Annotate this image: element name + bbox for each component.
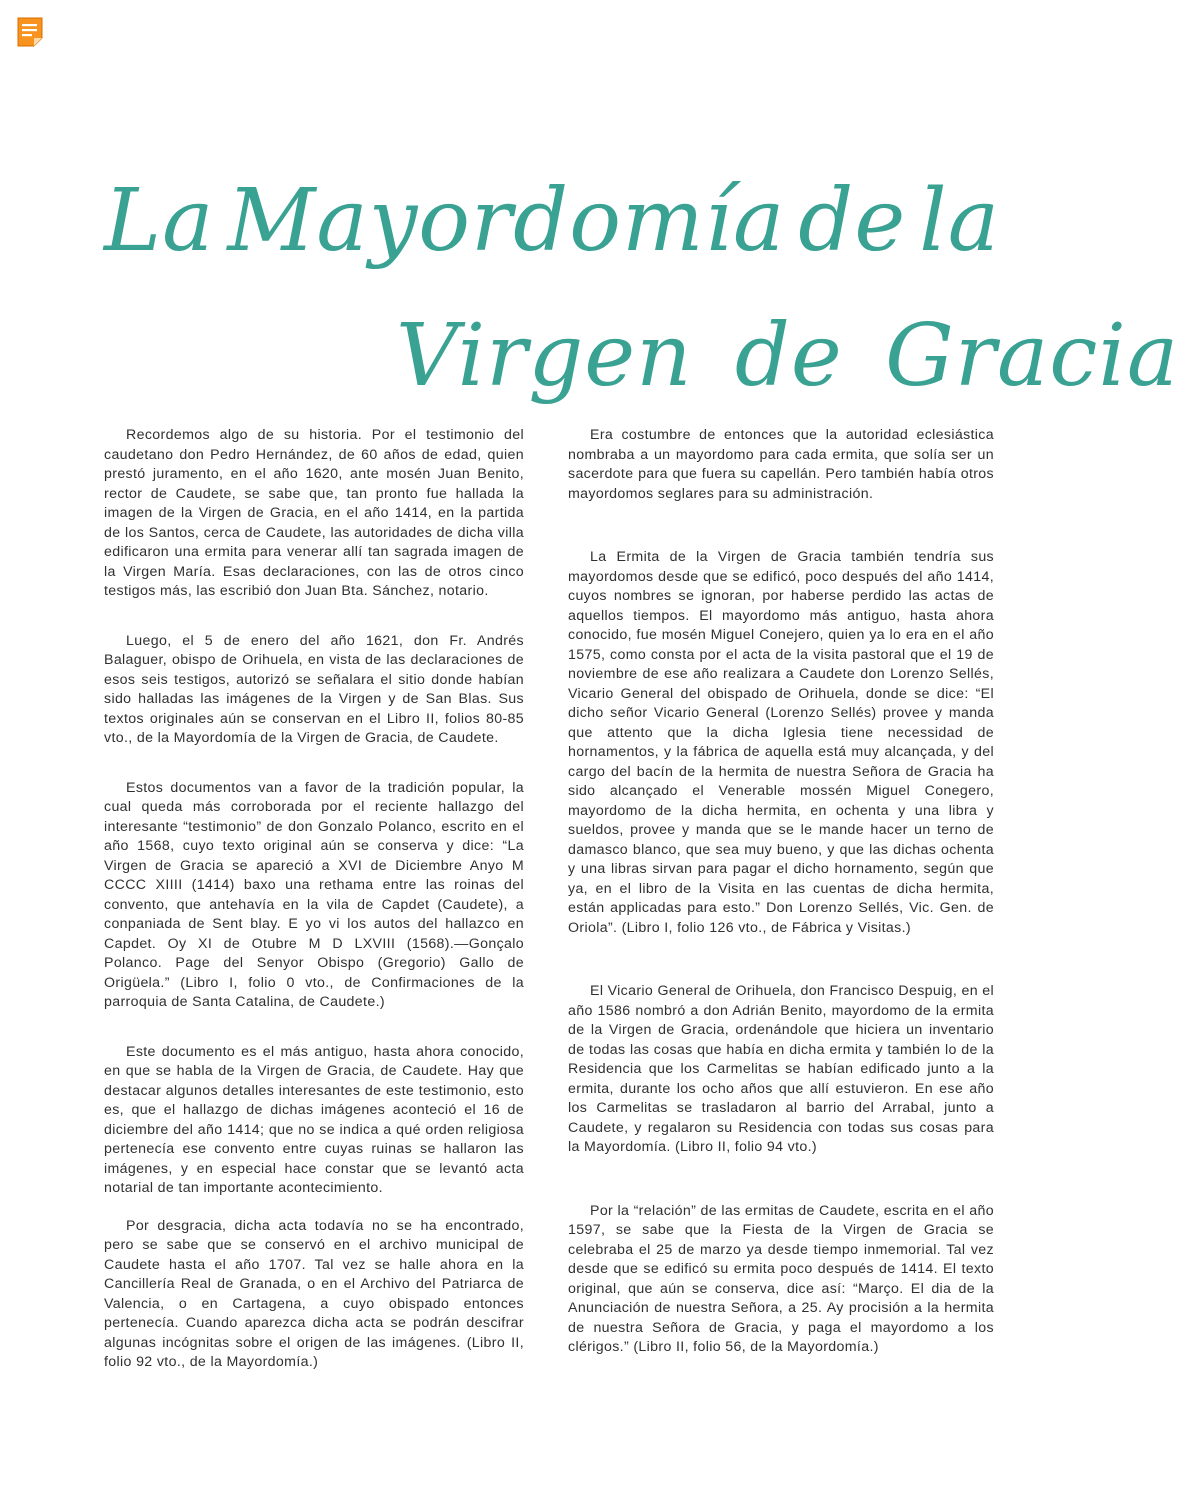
paragraph: Luego, el 5 de enero del año 1621, don Fr. Andrés Balaguer, obispo de Orihuela, en vista de las declaraciones de esos seis testigos, autorizó se señalara el sitio donde habían sido halladas las imágenes de la Virgen y de San Blas. Sus textos originales aún se conservan en el Libro II, folios 80-85 vto., de la Mayordomía de la Virgen de Gracia, de Caudete.: [104, 632, 524, 746]
paragraph: El Vicario General de Orihuela, don Francisco Despuig, en el año 1586 nombró a don Adrián Benito, mayordomo de la ermita de la Virgen de Gracia, ordenándole que hiciera un inventario de todas las cosas que había en dicha ermita y también lo de la Residencia que los Carmelitas se habían edificado junto a la ermita, durante los ocho años que allí estuvieron. En ese año los Carmelitas se trasladaron al barrio del Arrabal, junto a Caudete, y regalaron su Residencia con todas sus cosas para la Mayordomía. (Libro II, folio 94 vto.): [568, 983, 995, 1155]
title-word: de: [798, 170, 907, 271]
left-column: [104, 426, 524, 1373]
paragraph: Era costumbre de entonces que la autoridad eclesiástica nombraba a un mayordomo para cada ermita, que solía ser un sacerdote para que fuera su capellán. Pero también había otros mayordomos seglares para su administración.: [568, 427, 994, 502]
title-word: la: [919, 170, 1000, 271]
title-word: La: [104, 170, 215, 271]
paragraph: Por desgracia, dicha acta todavía no se ha encontrado, pero se sabe que se conservó en el archivo municipal de Caudete hasta el año 1707. Tal vez se halle ahora en la Cancillería Real de Granada, o en el Archivo del Patriarca de Valencia, o en Cartagena, a cuyo obispado entonces pertenecía. Cuando aparezca dicha acta se podrán descifrar algunas incógnitas sobre el origen de las imágenes. (Libro II, folio 92 vto., de la Mayordomía.): [104, 1217, 524, 1370]
page-title-line-2: Virgen de Gracia: [396, 305, 1179, 406]
paragraph: Estos documentos van a favor de la tradición popular, la cual queda más corroborada por el reciente hallazgo del interesante “testimonio” de don Gonzalo Polanco, escrito en el año 1568, cuyo texto original aún se conserva y dice: “La Virgen de Gracia se apareció a XVI de Diciembre Anyo M CCCC XIIII (1414) baxo una rethama entre las roinas del convento, que antehavía en la vila de Capdet (Caudete), a conpaniada de Sent blay. E yo vi los autos del hallazco en Capdet. Oy XI de Otubre M D LXVIII (1568).—Gonçalo Polanco. Page del Senyor Obispo (Gregorio) Gallo de Origüela.” (Libro I, folio 0 vto., de Confirmaciones de la parroquia de Santa Catalina, de Caudete.): [104, 779, 524, 1010]
document-icon[interactable]: [16, 16, 44, 48]
page-title-line-1: [104, 170, 1000, 271]
paragraph: La Ermita de la Virgen de Gracia también tendría sus mayordomos desde que se edificó, poco después del año 1414, cuyos nombres se ignoran, por haberse perdido las actas de aquellos tiempos. El mayordomo más antiguo, hasta ahora conocido, fue mosén Miguel Conejero, quien ya lo era en el año 1575, como consta por el acta de la visita pastoral que el 19 de noviembre de ese año realizara a Caudete don Lorenzo Sellés, Vicario General del obispado de Orihuela, donde se dice: “El dicho señor Vicario General (Lorenzo Sellés) provee y manda que attento que la dicha Iglesia tiene necessidad de hornamentos, y la fábrica de aquella está muy alcançada, y del cargo del bacín de la hermita de nuestra Señora de Gracia ha sido alcançado el Venerable mossén Miguel Conegero, mayordomo de la dicha hermita, en ochenta y una libra y sueldos, provee y manda que se le mande hacer un terno de damasco blanco, que sea muy bueno, y que las dichas ochenta y una libras sirvan para pagar el dicho hornamento, según que ya, en el libro de la Visita en las cuentas de dicha hermita, están applicadas para esto.” Don Lorenzo Sellés, Vic. Gen. de Oriola”. (Libro I, folio 126 vto., de Fábrica y Visitas.): [568, 549, 994, 936]
paragraph: Por la “relación” de las ermitas de Caudete, escrita en el año 1597, se sabe que la Fiesta de la Virgen de Gracia se celebraba el 25 de marzo ya desde tiempo inmemorial. Tal vez desde que se edificó su ermita poco después de 1414. El texto original, que aún se conserva, dice así: “Março. El dia de la Anunciación de nuestra Señora, a 25. Ay procisión a la hermita de nuestra Señora de Gracia, y paga el mayordomo a los clérigos.” (Libro II, folio 56, de la Mayordomía.): [568, 1202, 994, 1355]
title-word: Mayordomía: [227, 170, 786, 271]
paragraph: Este documento es el más antiguo, hasta ahora conocido, en que se habla de la Virgen de Gracia, de Caudete. Hay que destacar algunos detalles interesantes de este testimonio, esto es, que el hallazgo de dichas imágenes aconteció el 16 de diciembre del año 1414; que no se indica a qué orden religiosa pertenecía ese convento entre cuyas ruinas se hallaron las imágenes, y en especial hace constar que se levantó acta notarial de tan importante acontecimiento.: [104, 1043, 524, 1196]
right-column: [568, 426, 994, 1358]
paragraph: Recordemos algo de su historia. Por el testimonio del caudetano don Pedro Hernández, de 60 años de edad, quien prestó juramento, en el año 1620, ante mosén Juan Benito, rector de Caudete, se sabe que, tan pronto fue hallada la imagen de la Virgen de Gracia, en el año 1414, en la partida de los Santos, cerca de Caudete, las autoridades de dicha villa edificaron una ermita para venerar allí tan sagrada imagen de la Virgen María. Esas declaraciones, con las de otros cinco testigos más, las escribió don Juan Bta. Sánchez, notario.: [104, 427, 524, 599]
